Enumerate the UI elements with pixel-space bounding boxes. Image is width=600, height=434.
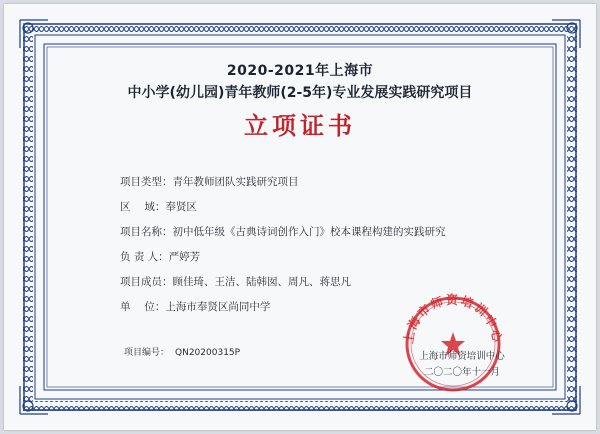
field-row-region — [120, 194, 540, 219]
field-label: 项目名称： — [120, 226, 173, 238]
seal-text: 上海市师资培训中心 — [401, 293, 505, 345]
field-row-type — [120, 169, 540, 194]
official-seal — [388, 286, 518, 396]
issue-date: 二〇二〇年十一月 — [423, 367, 500, 378]
field-value: 严婷芳 — [168, 251, 201, 263]
certificate — [4, 4, 596, 430]
signature-block — [388, 286, 518, 396]
field-row-project-name — [120, 219, 540, 244]
field-row-leader — [120, 244, 540, 269]
field-label: 负 责 人： — [120, 251, 169, 263]
field-label: 单 位： — [120, 301, 166, 313]
field-value: 奉贤区 — [165, 201, 197, 213]
field-label: 区 域： — [120, 201, 166, 213]
certificate-heading: 立项证书 — [244, 111, 356, 140]
field-value: 上海市奉贤区尚同中学 — [165, 301, 271, 313]
project-number — [124, 345, 240, 358]
field-value: 青年教师团队实践研究项目 — [172, 176, 299, 188]
certificate-program-title: 中小学(幼儿园)青年教师(2-5年)专业发展实践研究项目 — [127, 85, 473, 101]
issuer-name: 上海市师资培训中心 — [419, 351, 505, 362]
certificate-year-title: 2020-2021年上海市 — [226, 63, 374, 79]
project-number-label: 项目编号： — [124, 348, 170, 358]
field-value: 初中低年级《古典诗词创作入门》校本课程构建的实践研究 — [172, 226, 446, 238]
project-number-value: QN20200315P — [175, 348, 241, 358]
field-label: 项目成员： — [120, 276, 173, 288]
field-value: 顾佳琦、王洁、陆韩囡、周凡、蒋思凡 — [172, 276, 351, 288]
field-label: 项目类型： — [120, 176, 173, 188]
